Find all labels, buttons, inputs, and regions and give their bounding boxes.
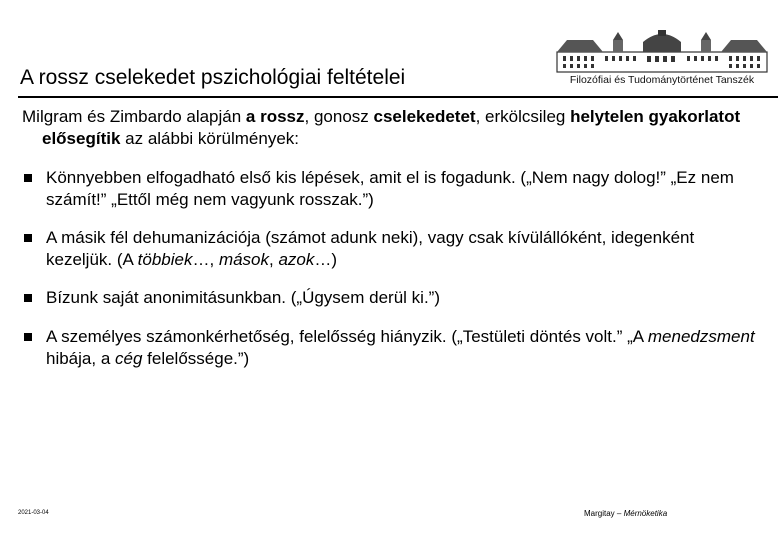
square-bullet-icon — [24, 333, 32, 341]
square-bullet-icon — [24, 294, 32, 302]
list-item: Bízunk saját anonimitásunkban. („Úgysem derül ki.”) — [22, 287, 762, 309]
list-item: A személyes számonkérhetőség, felelősség hiányzik. („Testületi döntés volt.” „A menedzsment hibája, a cég felelőssége.”) — [22, 326, 762, 370]
title-divider — [18, 96, 778, 98]
list-item: A másik fél dehumanizációja (számot adunk neki), vagy csak kívülállóként, idegenként kezeljük. (A többiek…, mások, azok…) — [22, 227, 762, 271]
department-name: Filozófiai és Tudománytörténet Tanszék — [569, 74, 755, 86]
footer-author: Margitay – Mérnöketika — [584, 509, 668, 518]
conditions-list — [22, 167, 762, 370]
square-bullet-icon — [24, 234, 32, 242]
intro-paragraph: Milgram és Zimbardo alapján a rossz, gonosz cselekedetet, erkölcsileg helytelen gyakorlatot elősegítik az alábbi körülmények: — [22, 107, 741, 148]
list-item: Könnyebben elfogadható első kis lépések, amit el is fogadunk. („Nem nagy dolog!” „Ez nem számít!” „Ettől még nem vagyunk rosszak.”) — [22, 167, 762, 211]
square-bullet-icon — [24, 174, 32, 182]
slide-title: A rossz cselekedet pszichológiai feltételei — [20, 66, 406, 89]
footer-date: 2021-03-04 — [18, 510, 49, 516]
